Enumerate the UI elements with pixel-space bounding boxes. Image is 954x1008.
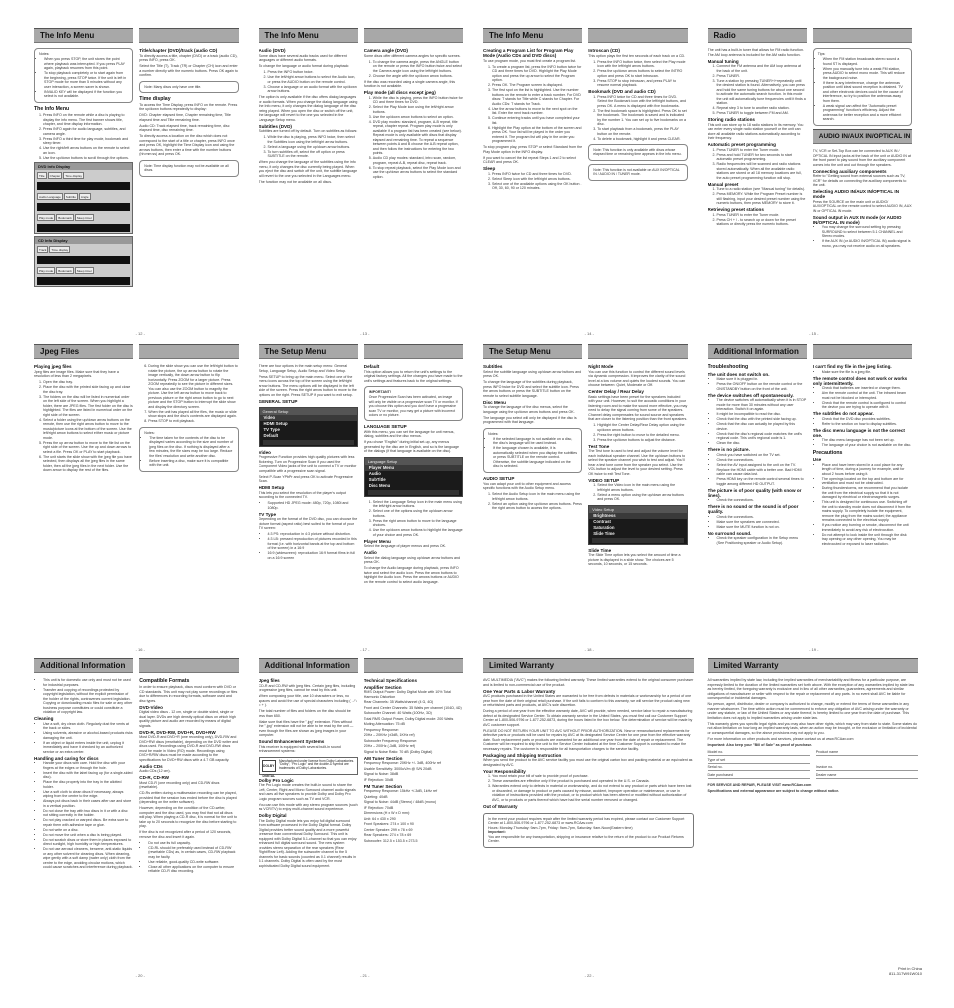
page-row-1 <box>28 28 926 338</box>
section-header: Additional Information <box>708 344 807 359</box>
note-box: Note: Time display function may not be available on all discs. <box>139 160 238 177</box>
header-bar <box>364 28 463 43</box>
page-number: - 12 - <box>135 331 145 336</box>
header-bar <box>813 28 912 43</box>
general-setup-screen: General Setup Video HDMI Setup TV Type Default <box>259 407 358 447</box>
section-header: The Setup Menu <box>259 344 358 359</box>
form-field: Date purchased <box>708 773 810 779</box>
form-field: Model no. <box>708 750 810 756</box>
tips-box: Tips: • When the FM station broadcasts stereo sound a found ST is displayed. • When you manually tune into a weak FM station, press AUDIO to select mono mode. This will reduce the background noise. • If there is any interference, change the antennas position until ideal sound reception is obtained. TV and other electronic devices could be the cause of interference, so try to position the antennas away from them. • A weak signal can affect the "Automatic preset programming" function's efficiency. Adjust the antennas for better reception and a more efficient search. <box>813 48 912 126</box>
subheading: The Info Menu <box>34 106 70 113</box>
section-header: Additional Information <box>34 658 133 673</box>
language-setup-screen: Language Setup Player Menu Audio SubTitle Disc Menu <box>364 457 463 497</box>
page-15: Radio The unit has a built-in tuner that allows for FM radio function. The AM loop antenna is included for the AM radio function. Manual tuning 1. Connect the FM antenna and the AM loop antenna at the back of the unit. 2. Press TUNER. 3. Tune a station by pressing TUNER+/+repeatedly until the desired station is found. Alternatively, you can press and hold the same tuning buttons for about one second to activate the automatic search function. In this mode the unit will automatically tune frequencies until it finds a station. 4. Repeat step 3 to tune to another radio station. 5. Press TUNER to toggle between FM and AM. Storing radio stations This unit can store up to 18 radio stations in its memory. You can enter every single radio station yourself or the unit can store all available radio stations automatically according to their frequency. Automatic preset programming 1. Press TUNER to enter the Tuner mode. 2. Press and hold TUNER for two seconds to start automatic preset programming. 3. Radio frequencies will be scanned and radio stations stored automatically. When all the available radio stations are stored or all 18 memory locations are full, the auto preset programming function will stop. Manual preset 1. Tune to a radio station (see "Manual tuning" for details). 2. Press MEMORY. While the Program Preset number is still flashing, input your desired preset number using the numeric buttons, then press MEMORY to store it. Retrieving preset stations 1. Press TUNER to enter the Tuner mode. 2. Press CH + / - to search up or down for the preset stations or directly press the numeric buttons. Tips: • When the FM station broadcasts stereo sound a found ST is displayed. • When you manually tune into a weak FM station, press AUDIO to select mono mode. This will reduce the background noise. • If there is any interference, change the antennas position until ideal sound reception is obtained. TV and other electronic devices could be the cause of interference, so try to position the antennas away from them. • A weak signal can affect the "Automatic preset programming" function's efficiency. Adjust the antennas for better reception and a more efficient search. AUDIO IN/AUX IN/OPTICAL IN TV, VCR or Set-Top Box can be connected to AUX IN / OPTICAL IN input jacks at the back of the unit or AUDIO IN at the front panel to play sound from the auxiliary component comes into the unit and out through the speakers. Connecting auxiliary components Refer to "Getting sound from external sources such as TV, VCR" for details on connecting the auxiliary components to the unit. Selecting AUDIO IN/AUX IN/OPTICAL IN mode Press the SOURCE on the main unit or AUDIO/ AUX/OPTICAL on the remote control to select AUDIO IN, AUX IN or OPTICAL IN mode. Sound output in AUX IN mode (or AUDIO IN/OPTICAL IN mode) • You may change the surround setting by pressing SURROUND to select between 5.1 CHANNEL and Stereo modes. • If the AUX IN (or AUDIO IN/OPTICAL IN) audio signal is mono, you may not receive audio on all speakers. - 15 - <box>702 28 927 338</box>
header-bar <box>139 344 238 359</box>
form-field: Product name <box>816 750 918 756</box>
page-number: - 16 - <box>135 647 145 652</box>
contact-box: In the event your product requires repair after the limited warranty period has expired, please contact our Customer Support Center at 1-800-506-9796 or 1-877-252-6873 or www.RCAav.com Hours: Monday-Thursday: 9am-7pm, Friday: 9am-7pm, Saturday: 9am-Noon(Eastern time) Important: You are responsible for any transportation, shipping or insurance relative to the return of the product to our Product Returns Center. <box>483 813 694 848</box>
dolby-logo-block: DOLBY DIGITAL Manufactured under license from Dolby Laboratories. "Dolby", "Pro Logic" and the double-D symbol are trademarks of Dolby Laboratories. <box>259 757 358 775</box>
page-number: - 15 - <box>809 331 819 336</box>
page-row-3 <box>28 658 926 980</box>
page-number: - 17 - <box>360 647 370 652</box>
notes-box: Notes: • If the selected language is not available on a disc, the disc's language will be used instead. • If the language chosen is available, it is automatically selected when you display the subtitles or press SUBTITLE on the remote control. Otherwise, the subtitle language indicated on the disc is selected. <box>483 428 582 474</box>
form-field: Serial no. <box>708 765 810 771</box>
section-header: AUDIO IN/AUX IN/OPTICAL IN <box>813 129 912 144</box>
note-box: Note: This function is not available on AUX IN/OPTICAL IN / AUDIO IN / TUNER mode. <box>588 164 687 181</box>
section-header: The Info Menu <box>34 28 133 43</box>
header-bar <box>364 658 463 673</box>
page-18: The Setup Menu Subtitles Select the subtitle language using up/down arrow buttons and press OK. To change the language of the subtitles during playback, press INFO twice for DVD and select the subtitle icon. Press the arrow buttons or press the SUBTITLE button on the remote to select subtitle language. Disc Menu To change the language of the disc menus, select the language using the up/down arrow buttons and press OK. The language you select will only be displayed if the disc is programmed with that language. Notes: • If the selected language is not available on a disc, the disc's language will be used instead. • If the language chosen is available, it is automatically selected when you display the subtitles or press SUBTITLE on the remote control. Otherwise, the subtitle language indicated on the disc is selected. AUDIO SETUP You can adapt your unit to other equipment and access specific functions with the Audio Setup menu. 1. Select the Audio Setup icon in the main menu using the left/right arrow buttons. 2. Select an option using the up/down arrow buttons. Press the right arrow button to access the options. Night Mode You can use this function to control the different sound levels via dynamic compression. It improves the clarity of the sound level at a low volume and quiets the loudest sounds. You can choose between: Quiet, Moderate or Off. Center Delay / Rear Delay Basic settings have been preset for the speakers included with your unit. However, to suit the acoustic conditions in your listening room and to make the sound more effective, you may need to delay the signal coming from some of the speakers. Channel delay compensates for sound source and speakers that are closer to the listening position than the front speakers. 1. Highlight the Center Delay/Rear Delay option using the up/down arrow buttons. 2. Press the right button to move to the detailed menu. 3. Press the up/down buttons to adjust the distance. Test Tone The Test tone is used to test and adjust the volume level for each individual speaker channel. Use the up/down buttons to select the speaker channel you wish to test and adjust. You'll hear a test tone come from the speaker you select. Use the VOL button to adjust the level to your desired setting. Press OK twice to exit Test Tone. VIDEO SETUP 1. Select the Video icon in the main menu using the left/right arrow buttons. 2. Select a menu option using the up/down arrow buttons and press OK. Video Setup Brightness Contrast Saturation Slide Time Slide Time The Slide Time option lets you select the amount of time a picture is displayed in a slide show. The choices are 5 seconds, 10 seconds, or 15 seconds. - 18 - <box>477 344 702 654</box>
page-number: - 19 - <box>809 647 819 652</box>
header-bar <box>588 28 687 43</box>
header-bar <box>139 28 238 43</box>
dvd-info-display-figure: DVD Info Display Title Chapter Time display Audio Language Subtitle Angle Play mode Bookmark Sleep timer <box>34 162 133 234</box>
cd-info-display-figure: CD Info Display Track Time display Play mode Bookmark Sleep timer <box>34 236 133 287</box>
video-setup-screen: Video Setup Brightness Contrast Saturation Slide Time <box>588 505 687 545</box>
page-row-2 <box>28 344 926 654</box>
important-box: IMPORTANT! Once Progressive Scan has been activated, an image will only be visible on a progressive scan TV or monitor. If you choose this option and you don't have a progressive scan TV or monitor, you may get a picture with incorrect colors or no picture. <box>364 386 463 421</box>
page-22: Limited Warranty AVC MULTIMEDIA ("AVC") makes the following limited warranty. These limited warranties extend to the original consumer purchaser and is limited to non-commercial use of the product. One Year Parts & Labor Warranty AVC products purchased in the United States are warranted to be free from defects in materials or workmanship for a period of one year from the date of their original retail purchase. If the unit fails to conform to this warranty, we will service the product using new or refurbished parts and products, at AVC's sole discretion. During a period of one year from the effective warranty date, AVC will provide, when needed, service labor to repair a manufacturing defect at its designated Service Center. To obtain warranty service in the United States, you must first call our Customer Support Center at 1-800-506-9796 or 1-877-252-6873, during the hours listed in the box below. The determination of service will be made by AVC customer support. PLEASE DO NOT RETURN YOUR UNIT TO AVC WITHOUT PRIOR AUTHORIZATION. New or remanufactured replacements for defective parts or products will be used for repairs by AVC at its designated Service Center for one year from the effective warranty date. Such replacement parts or products are warranted for an additional one year from the date of repair or replacement. The Customer will be required to ship the unit to the Service Center indicated at the time Customer Support is contacted to make the necessary repairs. The customer is responsible for all transportation charges to the service facility. Packaging and Shipping Instruction When you send the product to the AVC service facility you must use the original carton box and packing material or an equivalent as designated by AVC. Your Responsibility 1. You must retain your bill of sale to provide proof of purchase. 2. These warranties are effective only if the product is purchased and operated in the U.S. or Canada. 3. Warranties extend only to defects in material or workmanship, and do not extend to any product or parts which have been lost or discarded, or damage to product or parts caused by misuse, accident, improper operation or maintenance, or use in violation of instructions provided with the product, or to product which has been altered or modified without authorization of AVC, or to products or parts thereof which have had the serial number removed or changed. Out of Warranty In the event your product requires repair after the limited warranty period has expired, please contact our Customer Support Center at 1-800-506-9796 or 1-877-252-6873 or www.RCAav.com Hours: Monday-Thursday: 9am-7pm, Friday: 9am-7pm, Saturday: 9am-Noon(Eastern time) Important: You are responsible for any transportation, shipping or insurance relative to the return of the product to our Product Returns Center. - 22 - <box>477 658 702 980</box>
section-header: Additional Information <box>259 658 358 673</box>
note-box: Note: Many discs only have one title. <box>139 81 238 93</box>
notes-box: Notes: • When you press STOP, the unit stores the point where playback was interrupted. If you press PLAY again, playback resumes from this point. • To stop playback completely or to start again from the beginning, press STOP twice. If the unit is left in STOP mode for more than 5 minutes without any user interaction, a screen saver is shown. • INVALID KEY will be displayed if the function you select is not available. <box>34 48 133 103</box>
section-header: The Info Menu <box>259 28 358 43</box>
page-21: Additional Information Jpeg files CD-R and CD-RW with jpeg files. Certain jpeg files, including progressive jpeg files, cannot be read by this unit. When composing your title, use 10 characters or less, no spaces and avoid the use of special characters including ( . / \ = + ). The total number of files and folders on the disc should be less than 650. Make sure that files have the ".jpg" extension. Files without the ".jpg" extension will not be able to be read by the unit — even though the files are shown as jpeg images in your computer. Sound Enhancement Systems This receiver is equipped with several built-in sound enhancement systems: DOLBY DIGITAL Manufactured under license from Dolby Laboratories. "Dolby", "Pro Logic" and the double-D symbol are trademarks of Dolby Laboratories. Dolby Pro Logic The Pro Logic mode creates the built-in sound to share the Left, Center, Right and Mono Surround channel audio signals and uses all five speakers to provide Dolby and Dolby Pro Logic program sources such as TV and VCR. You can use this mode with any stereo program sources (such as VCR/TV) to enjoy multi-channel sound experience. Dolby Digital The Dolby Digital mode lets you enjoy full digital surround from software processed in the Dolby Digital format. Dolby Digital provides better sound quality and a more powerful presence than conventional Dolby Surround. This unit is equipped with Dolby Digital 5.1-channel so that you can enjoy enhanced full digital surround sound. The new system provides stereo separation of the rear speakers (Rear Right/Rear Left). Adding the subwoofer channel to the 5 channels for basic sounds (counted as 0.1 channel) results in 5.1 channels. Dolby Digital is often used by the most sophisticated Dolby Digital sound equipment. Technical Specifications Amplifier Section RMS Output Power: Dolby Digital Mode with 10% Total Harmonic Distortion Rear Channels: 35 Watts/channel (4 Ω, 4Ω) Front and Center Channels: 35 Watts per channel (104Ω, 4Ω) Subwoofer Channel: 40 Watts (100Hz, 3Ω) Total RMS Output Power, Dolby Digital mode: 200 Watts Muting Attenuation: 75 dB Frequency Response: 20Hz – 20KHz (±3dB, 1KHz ref) Subwoofer Frequency Response: 20Hz – 200Hz (-3dB, 100Hz ref) Signal to Noise Ratio: 70 dB (Dolby Digital) AM Tuner Section Frequency Response: 20KHz +/- 3dB, 400Hz ref Usable Sensitivity: 3000uV/m @ S/N 20dB Signal to Noise: 38dB IF Rejection: 30dB FM Tuner Section Frequency Response: 15kHz +/-3dB, 1kHz ref Quieting: 40dB Signal to Noise: 44dB (Stereo) / 48dB (mono) IF Rejection: 70dB Dimensions (H x W x D mm): Unit: 64 x 430 x 290 Front Speakers: 274 x 100 x 90 Center Speaker: 299 x 78 x 69 Rear Speakers: 274 x 78 x 69 Subwoofer: 312.5 x 153.5 x 273.5 - 21 - <box>253 658 478 980</box>
page-14: The Info Menu Creating a Program List for Program Play Mode (Audio CDs and DVD discs) To use program mode, you must first create a program list. 1. To create a program list, press the INFO button twice for CD and three times for DVD. Highlight the Play Mode option and press the up arrow to select the Program option. 2. Press OK. The Program screen is displayed. 3. The first spot on the list is highlighted. Use the number buttons on the remote to enter a track number. For DVD discs: T stands for Title while C stands for Chapter. For Audio CDs: T stands for Track. 4. Use the arrow buttons to move to the next spot on the list. Enter the next track number. 5. Continue entering tracks until you have completed your list. 6. Highlight the Play option at the bottom of the screen and press OK. Your list will be played in the order you entered it. The program list will play in the order you programmed it. To stop program play, press STOP or select Standard from the Play Mode option in the INFO display. If you want to cancel the list repeat Steps 1 and 2 to select CLEAR and press OK. Sleep 1. Press INFO twice for CD and three times for DVD. 2. Select Sleep icon with the left/right arrow buttons. 3. Select one of the available options using the OK button . Off, 30, 60, 90 or 120 minutes. Introscan (CD) This option plays the first ten seconds of each track on a CD. 1. Press the INFO button twice, then select the Play mode icon with the left/right arrow buttons. 2. Press the up/down arrow buttons to select the INTRO option and press OK to start Introscan. 3. Press STOP to stop introscan, and press PLAY to resume normal playback. Bookmark (DVD and audio CD) 1. Press INFO twice for CD and three times for DVD. Select the Bookmark icon with the left/right buttons, and press OK. A menu is displayed with five bookmarks. 2. The first bookmark space is highlighted. Press OK to set the bookmark. The bookmark is saved and is indicated by the number 1. You can set up to five bookmarks on a disc. 3. To start playback from a bookmark, press the PLAY button on the remote. 4. To delete a bookmark, highlight it and press CLEAR. Note: This function is only available with discs whose elapsed time or remaining time appears in the info menu. Note: This function is not available on AUX IN/OPTICAL IN / AUDIO IN / TUNER mode. - 14 - <box>477 28 702 338</box>
page-number: - 20 - <box>135 973 145 978</box>
page-17: The Setup Menu There are four options in the main setup menu: General Setup, Language Setup, Audio Setup and Video Setup. Press SETUP to bring up the main menu. Select one of the menu icons across the top of the screen using the left/right arrow buttons. The menu options will be displayed in the left side of the screen. Press the right arrow button to move to the options on the right. Press SETUP if you want to exit setup. GENERAL SETUP General Setup Video HDMI Setup TV Type Default Video Progressive Function provides high quality pictures with less flickering. Turn on Progressive Scan if you used the Component Video jacks of the unit to connect a TV or monitor compatible with a progressive scan signal. Select P-Scan YPbPr and press OK to activate Progressive Scan. HDMI Setup This lets you select the resolution of the player's output according to the connected TV. • Supported HD JPEG mode: 480p, 720p, 1080i and 1080p. TV Type Depending on the format of the DVD disc, you can choose the picture format (aspect ratio) best suited to the format of your TV screen: • 4:3 PS: reproduction in 4:3 picture without distortion. • 4:3 LB: pressed reproduction of pictures recorded in this format (i.e. with horizontal bands at the top and bottom of the screen) in a 16:9 • 16:9 (widescreen): reproduction 16:9 format films in full on a 16:9 screen Default This option allows you to return the unit's settings to the original factory settings. All the changes you have made to the unit's settings and features back to the original settings. IMPORTANT! Once Progressive Scan has been activated, an image will only be visible on a progressive scan TV or monitor. If you choose this option and you don't have a progressive scan TV or monitor, you may get a picture with incorrect colors or no picture. LANGUAGE SETUP With this menu, you can set the language for unit menus, dialog, subtitles and the disc menus. If you chose "English" during initial set-up, any menus generated by the disc are in English, and so is the language of the dialogs (if that language is available on the disc). Language Setup Player Menu Audio SubTitle Disc Menu 1. Select the Language Setup icon in the main menu using the left/right arrow buttons. 2. Select one of the options using the up/down arrow buttons. 3. Press the right arrow button to move to the language choices. 4. Use the up/down arrow buttons to highlight the language of your choice and press OK. Player Menu Select the language of player menus and press OK. Audio Select the dialog language using up/down arrow buttons and press OK. To change the Audio language during playback, press INFO twice and select the audio icon. Press the arrow buttons to highlight the Audio icon. Press the arrows buttons or AUDIO on the remote control to select audio language. - 17 - <box>253 344 478 654</box>
header-bar <box>364 344 463 359</box>
page-19: Additional Information Troubleshooting The unit does not switch on. • Make sure it is plugged in. • Press the ON/OFF button on the remote control or the ON/STANDBY button on the front of the unit. The device switches off spontaneously. • The device switches off automatically when it is in STOP mode for more than 30 minutes without any user interaction. Switch it on again. • It might be incompatible to read the disc. • Check that the disc with the printed side facing up. • Check that the disc can actually be played by this device. • Check that the disc's regional code matches the unit's regional code. This unit's regional code is 1. • Clean the disc. There is no picture. • Check you have switched on the TV set. • Check the connections. • Select the AV input assigned to the unit on the TV. • Replace the HDMI cable with a better one. Bad HDMI cable can cause data lost. • Press HDMI key on the remote control several times to toggle among different HD OUTPUT. The picture is of poor quality (with snow or lines). • Check the connections. There is no sound or the sound is of poor quality. • Check the connections. • Make sure the speakers are connected. • Make sure the MUTE function is not on. No surround sound. • Check the speaker configuration in the Setup menu (See Positioning speaker or Audio Setup). I can't find my file in the jpeg listing. • Make sure the file is a jpeg file. The remote control does not work or works only intermittently. • Check that batteries are inserted or change them. • Aim the remote control at the unit. The infrared beam must not be blocked or interrupted. • Check that the remote control is configured to control the device you are trying to operate with it. The subtitles do not appear. • Check that the DVD disc provides subtitles. • Refer to the section on how to display subtitles. The disc menu language is not the correct one. • The disc menu language has not been set up. • The language of your choice is not available on the disc. Precautions Use • Place and have been stored in a cool place for any length of time, during a journey for example, wait for about 2 hours before using it. • The openings located on the top and bottom are for ventilation and must not be obstructed. • During thunderstorms, we recommend that you isolate the unit from the electrical supply so that it is not damaged by electrical or electromagnetic surges. • This unit is designed for continuous use. Switching off the unit to standby mode does not disconnect it from the mains supply. To completely isolate the equipment, remove the plug from the mains socket; the appliance remains connected to the electrical supply. • If you notice any burning or smoke, disconnect the unit immediately to avoid any risk of electrocution. • Do not attempt to look inside the unit through the disk tray opening or any other opening. You may be electrocuted or exposed to laser radiation. - 19 - <box>702 344 927 654</box>
note-box: Note: This function is only available with discs whose elapsed time or remaining time appears in the info menu. <box>588 144 687 161</box>
dolby-logo: DOLBY DIGITAL <box>262 760 277 772</box>
page-16: Jpeg Files Playing jpeg files Jpeg files are image files. Make sure that they have a resolution of less than 2 megapixels. 1. Open the disc tray. 2. Place the disc with the printed side facing up and close the disc tray. 3. The folders on the disc will be listed in numerical order on the left side of the screen. When you highlight a folder, there are JPEG files. The first folder on the disc is highlighted. The files are listed in numerical order on the right side of the screen. 4. Select a folder using the up/down arrow buttons on the remote, then use the right arrow button to move to the music/picture icons at the bottom of the screen. Use the left/right arrow buttons to select either music or picture mode. 5. Press the up arrow button to move to the file list on the right side of the screen. Use the up and down arrows to select a file. Press OK or PLAY to start playback. 6. The unit starts the slide show with the jpeg file you have selected, then displays all the jpeg files in the same folder, then all the jpeg files in the next folder. Use the down arrow to display the rest of the files. 6. During the slide show you can use the left/right button to rotate the picture, the up arrow button to rotate the image vertically, the down arrow button to flip horizontally. Press ZOOM for a larger picture. Press ZOOM repeatedly to see the picture in different sizes. You can also use the ZOOM button to magnify the picture. Use the left arrow button to move back to previous picture or the right arrow button to go to next picture and the STOP button to interrupt the slide show and display the directory screen. 7. When the unit has played all the files, the music or slide show stops and the disc's contents are displayed again. 8. Press STOP to exit playback. Notes: • The time taken for the contents of the disc to be displayed varies according to the size and number of jpeg files on the disc. If nothing is displayed after a few minutes, the file sizes may be too large. Reduce the files' resolution and write another disc. • Before inserting a disc, make sure it is compatible with the unit. - 16 - <box>28 344 253 654</box>
print-info: Print in China 811-317W91W010 <box>888 966 922 976</box>
form-field: Dealer name <box>816 773 918 779</box>
page-23: Limited Warranty All warranties implied by state law, including the implied warranties of merchantability and fitness for a particular purpose, are expressly limited to the duration of the limited warranties set forth above. With the exception of any warranties implied by state law as hereby limited, the foregoing warranty is exclusive and in lieu of all other warranties, guarantees, agreements and similar obligations of manufacturer or seller with respect to the repair or replacement of any parts. In no event shall AVC be liable for consequential or incidental damages. No person, agent, distributor, dealer or company is authorized to change, modify or extend the terms of these warranties in any manner whatsoever. The time within action must be commenced to enforce any obligation of AVC arising under the warranty or under any statute, or law of the United States or any state thereof, is hereby limited to one year from the date of purchase. This limitation does not apply to implied warranties arising under state law. This warranty gives you specific legal rights and you may also have other rights, which may vary from state to state. Some states do not allow limitation on how long an implied warranty lasts, when an action may be brought, or the exclusion or limitation of incidental or consequential damages, so the above provisions may not apply to you. For more information on other products and services, please contact us at www.RCAav.com Important: Also keep your "Bill of Sale" as proof of purchase. Model no. Type of set Serial no. Date purchased Product name Invoice no. Dealer name FOR SERVICE AND REPAIR, PLEASE VISIT www.RCAav.com Specifications and external appearance are subject to change without notice. Print in China 811-317W91W010 <box>702 658 927 980</box>
page-number: - 13 - <box>360 331 370 336</box>
header-bar <box>813 344 912 359</box>
form-field: Type of set <box>708 758 810 764</box>
header-bar <box>588 344 687 359</box>
page-number: - 21 - <box>360 973 370 978</box>
section-header: The Setup Menu <box>483 344 582 359</box>
section-header: Limited Warranty <box>708 658 919 673</box>
page-12: The Info Menu Notes: • When you press STOP, the unit stores the point where playback was interrupted. If you press PLAY again, playback resumes from this point. • To stop playback completely or to start again from the beginning, press STOP twice. If the unit is left in STOP mode for more than 5 minutes without any user interaction, a screen saver is shown. • INVALID KEY will be displayed if the function you select is not available. The Info Menu 1. Press INFO on the remote while a disc is playing to display the info menu. The first banner shows title, chapter, and time display information. 2. Press INFO again for audio language, subtitles, and camera angle. 3. Press INFO a third time for play mode, bookmark and sleep timer. 4. Use the right/left arrow buttons on the remote to select an icon. 5. Use the up/down buttons to scroll through the options. DVD Info Display Title Chapter Time display Audio Language Subtitle Angle Play mode Bookmark Sleep timer CD Info Display Track Time display Play mode Bookmark Sleep timer Title/chapter (DVD)/track (audio CD) To directly access a title, chapter (DVD) or a track (audio CD), press INFO, press OK. Select the Title (T), Track (TR) or Chapter (CH) icon and enter a number directly with the numeric buttons. Press OK again to confirm. Note: Many discs only have one title. Time display To access the Time Display, press INFO on the remote. Press the up/down buttons repeatedly to display: DVD: Chapter elapsed time, Chapter remaining time, Title elapsed time and Title remaining time. Audio CD: Track elapsed time, track remaining time, disc elapsed time, disc remaining time. To directly access a location on the disc which does not correspond to the start of a title or chapter, press INFO once and press OK, highlight the Time Display icon and using the arrows buttons, then enter a time with the number buttons (hh:mm:ss) and press OK. Note: Time display function may not be available on all discs. - 12 - <box>28 28 253 338</box>
section-header: Radio <box>708 28 807 43</box>
page-13: The Info Menu Audio (DVD) Some discs have several audio tracks used for different languages or different audio formats. To change the language or audio format during playback: 1. Press the INFO button twice. 2. Use the left/right arrow buttons to select the Audio icon, or press the AUDIO button on the remote control. 3. Choose a language or an audio format with the up/down arrow buttons. The option is only available if the disc offers dialog languages or audio formats. When you change the dialog language using the Info menu, it only changes the dialog language of the disc being played. When you open the disc or switch off the unit, the language will revert to the one you selected in the Language Setup menu. Subtitles (DVD) Subtitles are turned off by default. Turn on subtitles as follows: 1. While the disc is playing, press INFO twice, then select the Subtitles icon using the left/right arrow buttons. 2. Select a language using the up/down arrow buttons. 3. To turn subtitles off, select the off option or press SUBTITLE on the remote. When you change the language of the subtitles using the info menu, it only changes the disc currently being played. When you eject the disc and switch off the unit, the subtitle language will revert to the one you selected in the Languages menu. The function may not be available on all discs. Camera angle (DVD) Some discs offer different camera angles for specific scenes. 1. To change the camera angle, press the ANGLE button on the remote or press the INFO button twice and select the Camera angle icon using the left/right buttons. 2. Choose the angle with the up/down arrow buttons. If the disc was recorded using a single camera angle, this function is not available. Play mode (all discs except jpeg) 1. While the disc is playing, press the INFO button twice for CD and three times for DVD. 2. Select the Play Mode icon using the left/right arrow buttons. 3. Use the up/down arrow buttons to select an option. 4. DVD play modes: standard, program, A-B repeat, title repeat, chapter repeat. Program play mode is only available if a program list has been created (see below). Repeat mode is only available with discs that display elapsed and remaining time. To repeat a sequence between points A and B choose the A-B repeat option, and then follow the instructions for entering the two points. 5. Audio CD play modes: standard, intro scan, random, program, repeat A-B, repeat disc, repeat track. 6. To stop repeat playback, select the Play Mode icon and use the up/down arrow buttons to select the standard option. - 13 - <box>253 28 478 338</box>
page-number: - 14 - <box>584 331 594 336</box>
page-number: - 22 - <box>584 973 594 978</box>
notes-box: Notes: • The time taken for the contents of the disc to be displayed varies according to the size and number of jpeg files on the disc. If nothing is displayed after a few minutes, the file sizes may be too large. Reduce the files' resolution and write another disc. • Before inserting a disc, make sure it is compatible with the unit. <box>139 427 238 473</box>
section-header: The Info Menu <box>483 28 582 43</box>
form-field: Invoice no. <box>816 765 918 771</box>
section-header: Jpeg Files <box>34 344 133 359</box>
page-20: Additional Information • This unit is for domestic use only and must not be used for industrial purposes. • Transfer and copying of recordings protected by copyright legislation, without the explicit permission of the holder of the rights, contravenes current legislation. Copying or downloading music files for sale or any other business purpose constitutes or could constitute a violation of copyright law. Cleaning • Use a soft, dry clean cloth. Regularly dust the vents at the back or sides. • Using solvents, abrasive or alcohol-based products risks damaging the unit. • If an object or liquid enters inside the unit, unplug it immediately and have it checked by an authorized service or an extra center. Handling and caring for discs • Handle your discs with care. Hold the disc with your fingers at the edges or through the hole. • Insert the disc with the label facing up (for a single-sided disc). • Place the disc properly into the tray in the allotted holder. • Use a soft cloth to clean discs if necessary, always wiping from the centre to the edge. • Always put discs back in their cases after use and store in a vertical position. • Do not close the tray with two discs in it or with a disc not sitting correctly in the holder. • Do not play cracked or warped discs. Be extra sure to repair them with adhesive tape or glue. • Do not write on a disc. • Do not move the unit when a disc is being played. • Do not scratch discs or store them in places exposed to direct sunlight, high humidity or high temperatures. • Do not use aerosol cleaners, benzene, anti-static liquids or any other solvent for cleaning discs. When cleaning, wipe gently with a soft damp (water only) cloth from the centre to the edge, avoiding circular motions, which could cause scratches and interference during playback. Compatible Formats In order to ensure playback, discs must conform with DVD or CD standards. This unit may not play some recordings or files due to differences in recording formats, software used and disc types. DVD-Video Digital video discs - 12 cm, single or double sided, single or dual layer. DVDs are high density optical discs on which high quality picture and audio are recorded by means of digital signals. DVD-R, DVD-RW, DVD+R, DVD+RW Most DVD-R and DVD+R (one recording only), DVD-RW and DVD+RW discs (rewritable), depending on the DVD writer and discs used. Recordings using DVD-R and DVD-RW discs must be made in Video (RO) mode. Recordings using DVD+R/RW discs must be made according to the specifications for DVD+RW discs with a 4.7 GB capacity. Audio CDs Audio CDs (12 cm). CD-R, CD-RW Most CD-R (one recording only) and CD-RW discs (rewritable). CD-Rs written during a multisession recording can be played, provided that the session has ended before the disc is played (depending on the writer software). However, depending on the condition of the CD-writer, computer and the disc used, you may find that not all discs will play. When playing a CD-R disc, it is normal for the unit to take up to 20 seconds to recognize the disc before starting to play. If the disc is not recognized after a period of 120 seconds, remove the disc and insert it again. • Do not use its full capacity. • CD-RL should be preferably used instead of CD-RW (rewritable CDs) as, in certain cases, CD-RW playback may be faulty. • Use reliable, good-quality CD-write software. • Close all other applications on the computer to ensure reliable CD-R disc recording. - 20 - <box>28 658 253 980</box>
header-bar <box>139 658 238 673</box>
section-header: Limited Warranty <box>483 658 694 673</box>
page-number: - 18 - <box>584 647 594 652</box>
